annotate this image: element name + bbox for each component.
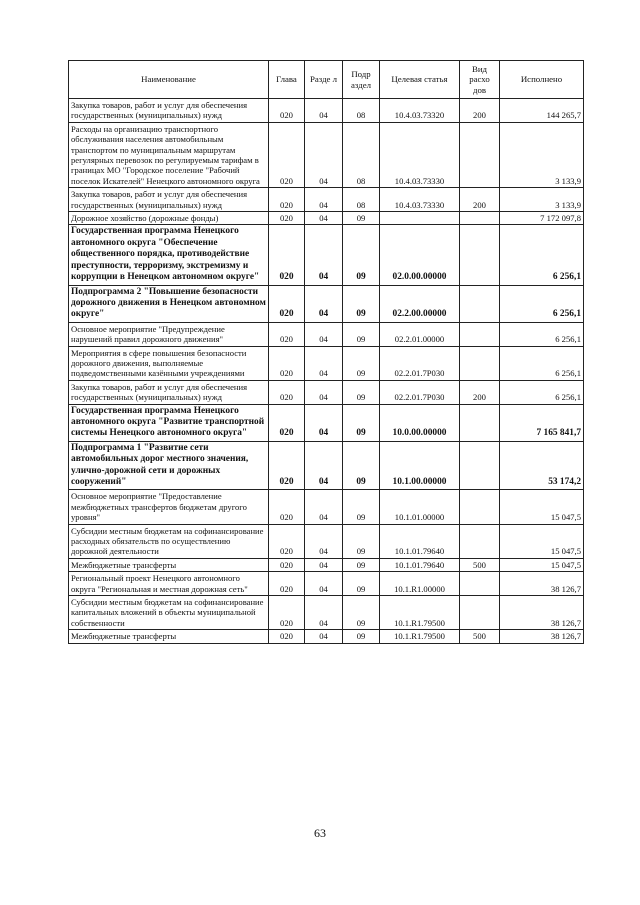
table-row bbox=[69, 380, 584, 404]
table-row bbox=[69, 99, 584, 123]
cell-podrazdel: 09 bbox=[343, 380, 380, 404]
cell-razdel: 04 bbox=[305, 322, 343, 346]
cell-vid bbox=[460, 572, 500, 596]
cell-glava: 020 bbox=[269, 285, 305, 322]
cell-ispolneno: 144 265,7 bbox=[500, 99, 584, 123]
cell-razdel: 04 bbox=[305, 630, 343, 643]
header-podrazdel: Подр аздел bbox=[343, 61, 380, 99]
cell-ispolneno: 6 256,1 bbox=[500, 225, 584, 285]
cell-razdel: 04 bbox=[305, 122, 343, 187]
cell-ispolneno: 15 047,5 bbox=[500, 558, 584, 571]
cell-glava: 020 bbox=[269, 122, 305, 187]
table-body bbox=[69, 99, 584, 644]
cell-name: Государственная программа Ненецкого автономного округа "Обеспечение общественного порядка, противодействие преступности, терроризму, экстремизму и коррупции в Ненецком автономном округе" bbox=[69, 225, 269, 285]
cell-vid bbox=[460, 404, 500, 441]
cell-podrazdel: 09 bbox=[343, 404, 380, 441]
table-row bbox=[69, 285, 584, 322]
cell-name: Межбюджетные трансферты bbox=[69, 558, 269, 571]
header-name: Наименование bbox=[69, 61, 269, 99]
header-ispolneno: Исполнено bbox=[500, 61, 584, 99]
cell-glava: 020 bbox=[269, 572, 305, 596]
table-row bbox=[69, 188, 584, 212]
cell-podrazdel: 09 bbox=[343, 225, 380, 285]
table-row bbox=[69, 212, 584, 225]
cell-vid: 200 bbox=[460, 188, 500, 212]
cell-podrazdel: 09 bbox=[343, 524, 380, 558]
cell-ispolneno: 15 047,5 bbox=[500, 490, 584, 524]
cell-podrazdel: 09 bbox=[343, 558, 380, 571]
table-row bbox=[69, 572, 584, 596]
cell-ispolneno: 6 256,1 bbox=[500, 380, 584, 404]
cell-name: Мероприятия в сфере повышения безопасности дорожного движения, выполняемые подведомственными казёнными учреждениями bbox=[69, 346, 269, 380]
cell-statya: 10.1.01.00000 bbox=[380, 490, 460, 524]
cell-podrazdel: 09 bbox=[343, 630, 380, 643]
cell-statya: 02.0.00.00000 bbox=[380, 225, 460, 285]
cell-podrazdel: 09 bbox=[343, 346, 380, 380]
cell-glava: 020 bbox=[269, 212, 305, 225]
cell-statya: 10.0.00.00000 bbox=[380, 404, 460, 441]
cell-ispolneno: 38 126,7 bbox=[500, 630, 584, 643]
cell-statya: 10.1.R1.79500 bbox=[380, 630, 460, 643]
cell-glava: 020 bbox=[269, 188, 305, 212]
cell-razdel: 04 bbox=[305, 490, 343, 524]
cell-razdel: 04 bbox=[305, 346, 343, 380]
cell-glava: 020 bbox=[269, 225, 305, 285]
cell-statya: 10.1.01.79640 bbox=[380, 558, 460, 571]
cell-razdel: 04 bbox=[305, 441, 343, 490]
report-page bbox=[68, 60, 583, 644]
cell-statya: 02.2.01.7Р030 bbox=[380, 380, 460, 404]
cell-statya: 10.4.03.73330 bbox=[380, 188, 460, 212]
header-vid: Вид расхо дов bbox=[460, 61, 500, 99]
cell-vid bbox=[460, 441, 500, 490]
cell-podrazdel: 09 bbox=[343, 572, 380, 596]
cell-glava: 020 bbox=[269, 524, 305, 558]
cell-podrazdel: 09 bbox=[343, 490, 380, 524]
cell-statya: 10.1.01.79640 bbox=[380, 524, 460, 558]
cell-name: Подпрограмма 2 "Повышение безопасности дорожного движения в Ненецком автономном округе" bbox=[69, 285, 269, 322]
table-row bbox=[69, 558, 584, 571]
cell-name: Основное мероприятие "Предоставление межбюджетных трансфертов бюджетам другого уровня" bbox=[69, 490, 269, 524]
table-row bbox=[69, 490, 584, 524]
cell-glava: 020 bbox=[269, 99, 305, 123]
cell-vid: 500 bbox=[460, 558, 500, 571]
cell-name: Основное мероприятие "Предупреждение нарушений правил дорожного движения" bbox=[69, 322, 269, 346]
cell-razdel: 04 bbox=[305, 558, 343, 571]
cell-vid bbox=[460, 346, 500, 380]
cell-glava: 020 bbox=[269, 558, 305, 571]
cell-name: Государственная программа Ненецкого автономного округа "Развитие транспортной системы Ненецкого автономного округа" bbox=[69, 404, 269, 441]
table-row bbox=[69, 122, 584, 187]
cell-name: Расходы на организацию транспортного обслуживания населения автомобильным транспортом по муниципальным маршрутам регулярных перевозок по регулируемым тарифам в границах МО "Городское поселение "Рабочий поселок Искателей" Ненецкого автономного округа bbox=[69, 122, 269, 187]
cell-razdel: 04 bbox=[305, 380, 343, 404]
cell-razdel: 04 bbox=[305, 212, 343, 225]
cell-statya: 02.2.01.7Р030 bbox=[380, 346, 460, 380]
cell-razdel: 04 bbox=[305, 188, 343, 212]
budget-table bbox=[68, 60, 584, 644]
cell-statya: 10.1.R1.79500 bbox=[380, 596, 460, 630]
cell-razdel: 04 bbox=[305, 524, 343, 558]
cell-statya: 10.1.R1.00000 bbox=[380, 572, 460, 596]
table-row bbox=[69, 441, 584, 490]
cell-name: Закупка товаров, работ и услуг для обеспечения государственных (муниципальных) нужд bbox=[69, 99, 269, 123]
cell-vid bbox=[460, 524, 500, 558]
cell-vid bbox=[460, 490, 500, 524]
cell-ispolneno: 3 133,9 bbox=[500, 188, 584, 212]
cell-vid: 200 bbox=[460, 380, 500, 404]
cell-ispolneno: 15 047,5 bbox=[500, 524, 584, 558]
cell-vid bbox=[460, 285, 500, 322]
cell-glava: 020 bbox=[269, 322, 305, 346]
cell-vid bbox=[460, 322, 500, 346]
cell-name: Межбюджетные трансферты bbox=[69, 630, 269, 643]
cell-vid bbox=[460, 225, 500, 285]
cell-vid: 200 bbox=[460, 99, 500, 123]
cell-glava: 020 bbox=[269, 596, 305, 630]
cell-podrazdel: 08 bbox=[343, 122, 380, 187]
cell-podrazdel: 09 bbox=[343, 441, 380, 490]
cell-podrazdel: 09 bbox=[343, 285, 380, 322]
header-razdel: Разде л bbox=[305, 61, 343, 99]
cell-name: Субсидии местным бюджетам на софинансирование капитальных вложений в объекты муниципальной собственности bbox=[69, 596, 269, 630]
cell-podrazdel: 09 bbox=[343, 322, 380, 346]
cell-ispolneno: 7 165 841,7 bbox=[500, 404, 584, 441]
cell-razdel: 04 bbox=[305, 596, 343, 630]
cell-statya: 10.4.03.73330 bbox=[380, 122, 460, 187]
cell-glava: 020 bbox=[269, 630, 305, 643]
cell-vid bbox=[460, 596, 500, 630]
cell-ispolneno: 6 256,1 bbox=[500, 346, 584, 380]
cell-glava: 020 bbox=[269, 380, 305, 404]
cell-name: Субсидии местным бюджетам на софинансирование расходных обязательств по осуществлению дорожной деятельности bbox=[69, 524, 269, 558]
cell-ispolneno: 6 256,1 bbox=[500, 322, 584, 346]
cell-razdel: 04 bbox=[305, 99, 343, 123]
cell-ispolneno: 38 126,7 bbox=[500, 572, 584, 596]
cell-podrazdel: 08 bbox=[343, 188, 380, 212]
cell-podrazdel: 09 bbox=[343, 212, 380, 225]
cell-vid bbox=[460, 212, 500, 225]
cell-name: Региональный проект Ненецкого автономного округа "Региональная и местная дорожная сеть" bbox=[69, 572, 269, 596]
cell-glava: 020 bbox=[269, 490, 305, 524]
cell-glava: 020 bbox=[269, 404, 305, 441]
cell-podrazdel: 09 bbox=[343, 596, 380, 630]
header-statya: Целевая статья bbox=[380, 61, 460, 99]
cell-glava: 020 bbox=[269, 441, 305, 490]
cell-name: Закупка товаров, работ и услуг для обеспечения государственных (муниципальных) нужд bbox=[69, 380, 269, 404]
table-row bbox=[69, 225, 584, 285]
cell-razdel: 04 bbox=[305, 404, 343, 441]
cell-ispolneno: 3 133,9 bbox=[500, 122, 584, 187]
cell-ispolneno: 7 172 097,8 bbox=[500, 212, 584, 225]
table-row bbox=[69, 322, 584, 346]
cell-ispolneno: 53 174,2 bbox=[500, 441, 584, 490]
cell-podrazdel: 08 bbox=[343, 99, 380, 123]
header-glava: Глава bbox=[269, 61, 305, 99]
cell-name: Дорожное хозяйство (дорожные фонды) bbox=[69, 212, 269, 225]
cell-name: Подпрограмма 1 "Развитие сети автомобильных дорог местного значения, улично-дорожной сети и дорожных сооружений" bbox=[69, 441, 269, 490]
cell-ispolneno: 38 126,7 bbox=[500, 596, 584, 630]
cell-vid: 500 bbox=[460, 630, 500, 643]
cell-name: Закупка товаров, работ и услуг для обеспечения государственных (муниципальных) нужд bbox=[69, 188, 269, 212]
cell-razdel: 04 bbox=[305, 572, 343, 596]
cell-ispolneno: 6 256,1 bbox=[500, 285, 584, 322]
cell-statya: 02.2.00.00000 bbox=[380, 285, 460, 322]
cell-razdel: 04 bbox=[305, 225, 343, 285]
table-header-row bbox=[69, 61, 584, 99]
table-row bbox=[69, 524, 584, 558]
table-row bbox=[69, 630, 584, 643]
cell-glava: 020 bbox=[269, 346, 305, 380]
table-row bbox=[69, 346, 584, 380]
cell-statya: 10.1.00.00000 bbox=[380, 441, 460, 490]
page-number: 63 bbox=[314, 826, 326, 840]
table-row bbox=[69, 404, 584, 441]
table-row bbox=[69, 596, 584, 630]
cell-statya: 02.2.01.00000 bbox=[380, 322, 460, 346]
cell-statya bbox=[380, 212, 460, 225]
cell-statya: 10.4.03.73320 bbox=[380, 99, 460, 123]
cell-vid bbox=[460, 122, 500, 187]
cell-razdel: 04 bbox=[305, 285, 343, 322]
